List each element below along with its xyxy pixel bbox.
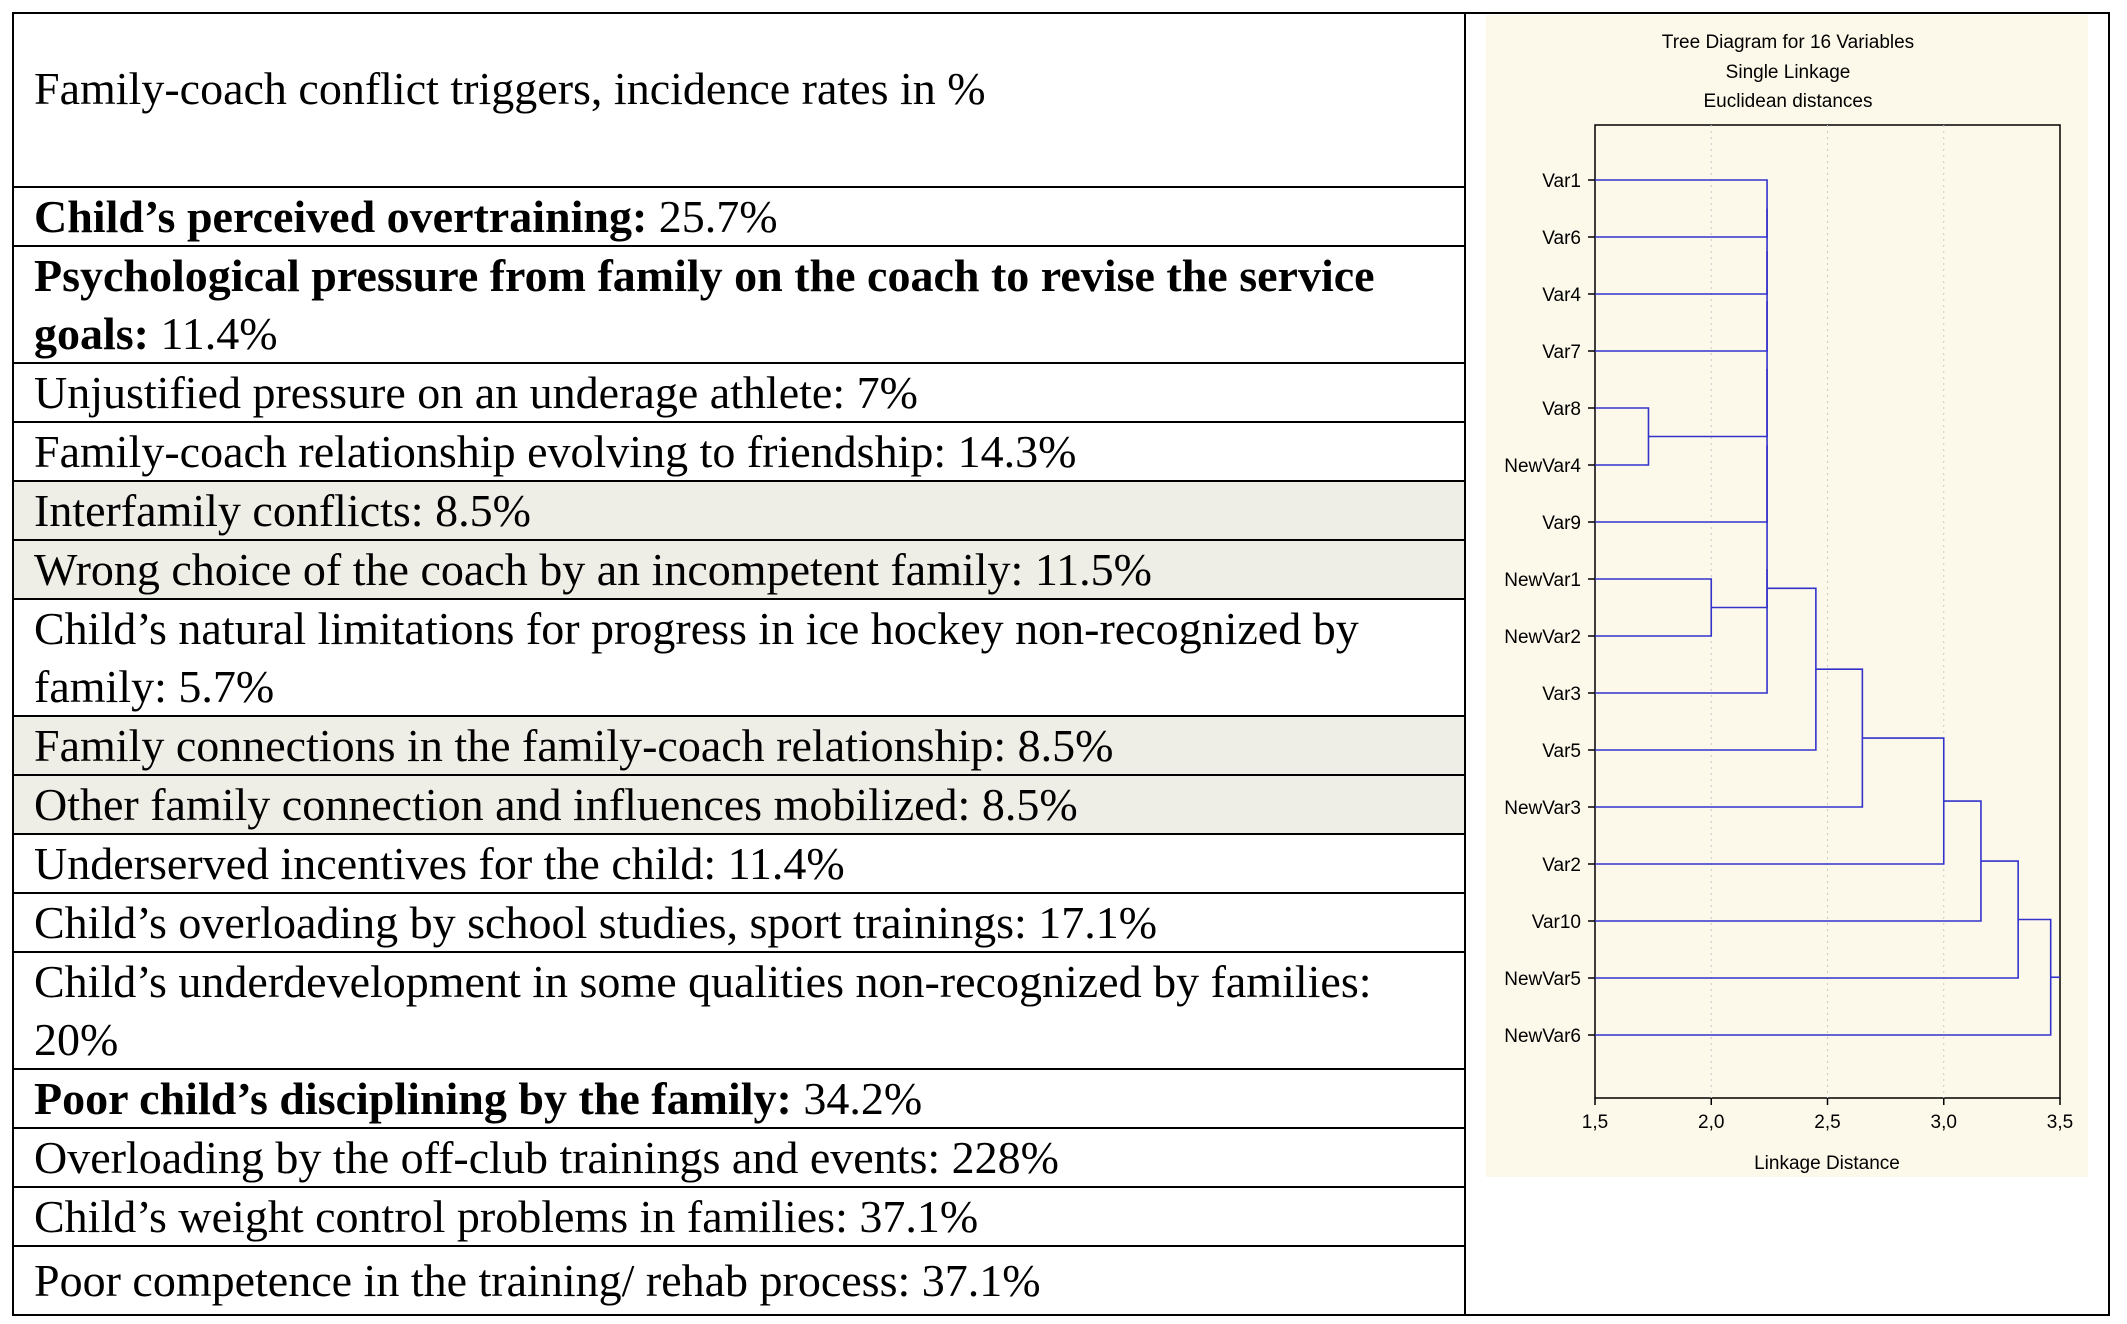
leaf-label: Var4 <box>1542 285 1581 306</box>
table-row <box>14 423 1464 482</box>
x-tick-label: 3,0 <box>1930 1112 1957 1133</box>
row-label: Child’s underdevelopment in some qualities non-recognized by families: <box>34 955 1372 1007</box>
chart-subtitle-line: Euclidean distances <box>1703 91 1873 112</box>
leaf-label: NewVar5 <box>1504 969 1581 990</box>
leaf-label: Var9 <box>1542 513 1581 534</box>
table-row <box>14 717 1464 776</box>
dendrogram-link <box>1595 579 1711 636</box>
row-label: Overloading by the off-club trainings and events: <box>34 1131 941 1183</box>
x-tick-label: 3,5 <box>2046 1112 2074 1133</box>
row-value: 14.3% <box>946 425 1077 477</box>
dendrogram-link <box>1595 180 1767 237</box>
dendrogram-link <box>1711 569 1767 607</box>
dendrogram-link <box>1595 669 1862 807</box>
dendrogram-link <box>1595 738 1944 864</box>
leaf-label: NewVar3 <box>1504 798 1581 819</box>
leaf-label: NewVar4 <box>1504 456 1581 477</box>
table-row <box>14 188 1464 247</box>
dendrogram-link <box>1595 861 2018 978</box>
figure-frame <box>12 12 2110 1316</box>
table-row <box>14 541 1464 600</box>
table-row <box>14 1188 1464 1247</box>
row-label: Poor child’s disciplining by the family: <box>34 1072 792 1124</box>
row-label: Underserved incentives for the child: <box>34 837 717 889</box>
table-row <box>14 1247 1464 1314</box>
row-value: 25.7% <box>647 190 778 242</box>
dendrogram-link <box>1595 251 1767 351</box>
row-value: 34.2% <box>791 1072 923 1124</box>
row-label: Wrong choice of the coach by an incompetent family: <box>34 543 1024 595</box>
dendrogram-panel <box>1466 14 2108 1314</box>
chart-title-group <box>1662 32 1914 112</box>
leaf-label: Var10 <box>1531 912 1581 933</box>
dendrogram-link <box>1595 408 1648 465</box>
leaf-label: Var7 <box>1542 342 1581 363</box>
leaf-labels <box>1504 171 1581 1047</box>
chart-subtitle-line: Single Linkage <box>1725 62 1851 83</box>
row-value: 11.4% <box>149 307 278 359</box>
table-row <box>14 364 1464 423</box>
row-label: Unjustified pressure on an underage athlete: <box>34 366 846 418</box>
row-label: Family-coach relationship evolving to friendship: <box>34 425 947 477</box>
row-value: 20% <box>34 1013 119 1065</box>
dendrogram-link <box>1595 209 1767 295</box>
chart-title-line: Tree Diagram for 16 Variables <box>1661 32 1915 53</box>
row-value: 5.7% <box>166 660 275 712</box>
x-tick-label: 1,5 <box>1581 1112 1609 1133</box>
row-value: 11.5% <box>1023 543 1152 595</box>
dendrogram-link <box>1648 301 1767 436</box>
row-label: Other family connection and influences mobilized: <box>34 778 971 830</box>
row-value: 37.1% <box>847 1190 979 1242</box>
table-row <box>14 894 1464 953</box>
gridlines <box>1711 125 1944 1098</box>
x-axis-ticks <box>1582 1098 2073 1133</box>
table-row <box>14 1129 1464 1188</box>
row-value: 8.5% <box>1006 719 1114 771</box>
table-row <box>14 953 1464 1070</box>
row-label: Child’s natural limitations for progress in ice hockey non-recognized by family: <box>34 602 1359 712</box>
row-value: 8.5% <box>423 484 531 536</box>
row-label: Poor competence in the training/ rehab process: <box>34 1254 911 1306</box>
row-value: 11.4% <box>716 837 845 889</box>
dendrogram-link <box>1595 588 1816 750</box>
row-label: Interfamily conflicts: <box>34 484 424 536</box>
dendrogram-link <box>1595 445 1767 693</box>
x-tick-label: 2,5 <box>1814 1112 1841 1133</box>
leaf-label: Var8 <box>1542 399 1581 420</box>
row-label: Child’s weight control problems in families: <box>34 1190 848 1242</box>
table-row <box>14 482 1464 541</box>
dendrogram-link <box>1595 801 1981 921</box>
table-title-row <box>14 14 1464 188</box>
row-label: Psychological pressure from family on the coach to revise the service goals: <box>34 249 1375 359</box>
table-row <box>14 247 1464 364</box>
row-value: 228% <box>940 1131 1059 1183</box>
conflict-triggers-table <box>14 14 1466 1314</box>
x-axis-label: Linkage Distance <box>1754 1153 1900 1174</box>
table-row <box>14 1070 1464 1129</box>
row-value: 17.1% <box>1026 896 1158 948</box>
leaf-ticks <box>1588 180 1595 1035</box>
row-value: 7% <box>845 366 918 418</box>
row-value: 8.5% <box>970 778 1078 830</box>
dendrogram-chart <box>1466 14 2110 1314</box>
leaf-label: Var3 <box>1542 684 1581 705</box>
row-label: Child’s perceived overtraining: <box>34 190 648 242</box>
table-row <box>14 600 1464 717</box>
x-tick-label: 2,0 <box>1698 1112 1725 1133</box>
leaf-label: Var6 <box>1542 228 1581 249</box>
leaf-label: NewVar2 <box>1504 627 1581 648</box>
leaf-label: Var5 <box>1542 741 1581 762</box>
leaf-label: NewVar1 <box>1504 570 1581 591</box>
table-row <box>14 776 1464 835</box>
leaf-label: Var2 <box>1542 855 1581 876</box>
leaf-label: NewVar6 <box>1504 1026 1581 1047</box>
leaf-label: Var1 <box>1542 171 1581 192</box>
row-value: 37.1% <box>910 1254 1041 1306</box>
table-title: Family-coach conflict triggers, incidence rates in % <box>34 63 986 114</box>
table-row <box>14 835 1464 894</box>
row-label: Child’s overloading by school studies, sport trainings: <box>34 896 1027 948</box>
row-label: Family connections in the family-coach relationship: <box>34 719 1007 771</box>
dendrogram-link <box>1595 369 1767 522</box>
